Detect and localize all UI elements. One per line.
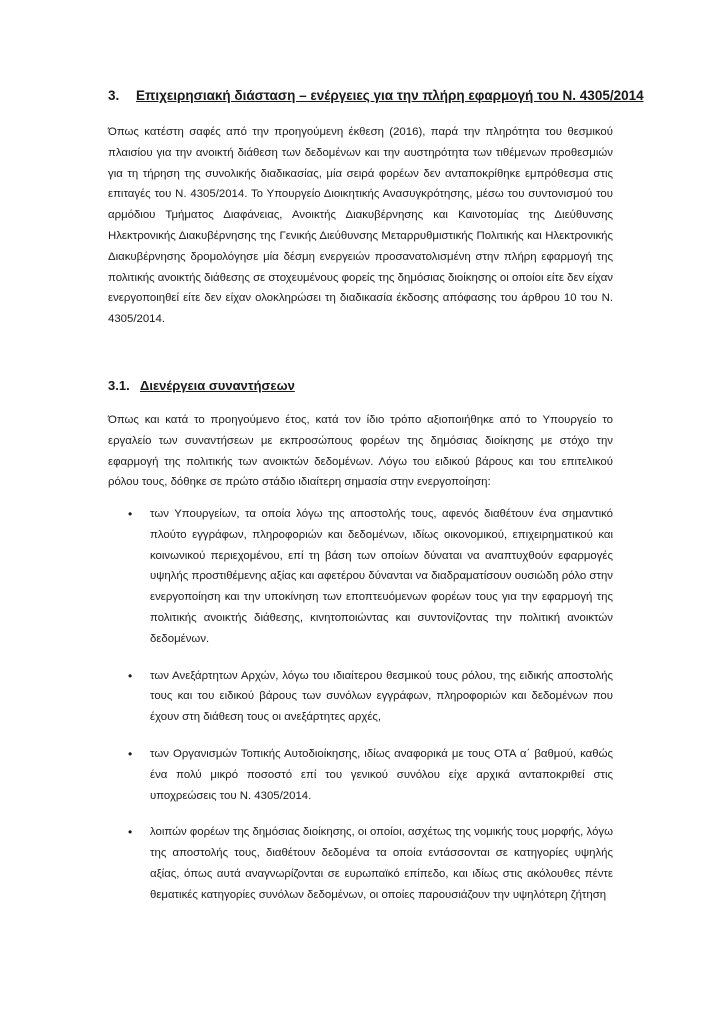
- section-title: Επιχειρησιακή διάσταση – ενέργειες για την πλήρη εφαρμογή του Ν. 4305/2014: [136, 88, 644, 103]
- list-item: [108, 666, 613, 728]
- bullet-icon: •: [128, 668, 133, 683]
- section-paragraph: Όπως κατέστη σαφές από την προηγούμενη έκθεση (2016), παρά την πληρότητα του θεσμικού πλαισίου για την ανοικτή διάθεση των δεδομένων και την αυστηρότητα των τιθέμενων προθεσμιών για τη τήρηση της συνολικής διαδικασίας, μία σειρά φορέων δεν ανταποκρίθηκε εμπρόθεσμα στις επιταγές του Ν. 4305/2014. Το Υπουργείο Διοικητικής Ανασυγκρότησης, μέσω του συντονισμού του αρμόδιου Τμήματος Διαφάνειας, Ανοικτής Διακυβέρνησης και Καινοτομίας της Διεύθυνσης Ηλεκτρονικής Διακυβέρνησης της Γενικής Διεύθυνσης Μεταρρυθμιστικής Πολιτικής και Ηλεκτρονικής Διακυβέρνησης δρομολόγησε μία δέσμη ενεργειών προσανατολισμένη στην πλήρη εφαρμογή της πολιτικής ανοικτής διάθεσης σε στοχευμένους φορείς της δημόσιας διοίκησης οι οποίοι είτε δεν είχαν ενεργοποιηθεί είτε δεν είχαν ολοκληρώσει τη διαδικασία έκδοσης απόφασης του άρθρου 10 του Ν. 4305/2014.: [108, 126, 613, 326]
- list-item-text: των Υπουργείων, τα οποία λόγω της αποστολής τους, αφενός διαθέτουν ένα σημαντικό πλούτο εγγράφων, πληροφοριών και δεδομένων, ιδίως οικονομικού, επιχειρηματικού και κοινωνικού περιεχομένου, επί τη βάση των οποίων δύναται να αναπτυχθούν εφαρμογές υψηλής προστιθέμενης αξίας και αφετέρου δύνανται να διαδραματίσουν ουσιώδη ρόλο στην ενεργοποίηση και την υποκίνηση των εποπτευόμενων φορέων τους για την εφαρμογή της πολιτικής ανοικτής διάθεσης, κινητοποιώντας και συντονίζοντας την πολιτική ανοικτών δεδομένων.: [150, 508, 613, 645]
- bullet-icon: •: [128, 825, 133, 840]
- bullet-icon: •: [128, 507, 133, 521]
- list-item-text: λοιπών φορέων της δημόσιας διοίκησης, οι οποίοι, ασχέτως της νομικής τους μορφής, λόγω της αποστολής τους, διαθέτουν δεδομένα τα οποία εντάσσονται σε κατηγορίες υψηλής αξίας, όπως αυτά αναγνωρίζονται σε ευρωπαϊκό επίπεδο, και ιδίως στις ακόλουθες πέντε θεματικές κατηγορίες συνόλων δεδομένων, οι οποίες παρουσιάζουν την υψηλότερη ζήτηση: [150, 826, 613, 901]
- list-item-text: των Ανεξάρτητων Αρχών, λόγω του ιδιαίτερου θεσμικού τους ρόλου, της ειδικής αποστολής τους και του ειδικού βάρους των συνόλων εγγράφων, πληροφοριών και δεδομένων που έχουν στη διάθεση τους οι ανεξάρτητες αρχές,: [150, 669, 613, 724]
- list-item-text: των Οργανισμών Τοπικής Αυτοδιοίκησης, ιδίως αναφορικά με τους ΟΤΑ α΄ βαθμού, καθώς ένα πολύ μικρό ποσοστό επί του γενικού συνόλου είχε αρχικά ανταποκριθεί στις υποχρεώσεις του Ν. 4305/2014.: [150, 747, 613, 802]
- bullet-icon: •: [128, 746, 133, 761]
- subsection-title: Διενέργεια συναντήσεων: [140, 378, 295, 393]
- list-item: [108, 744, 613, 806]
- list-item: [108, 504, 613, 650]
- section-number: 3.: [108, 88, 120, 103]
- list-item: [108, 822, 613, 905]
- subsection-heading: [108, 378, 295, 393]
- subsection-number: 3.1.: [108, 378, 130, 393]
- bullet-list: [108, 504, 613, 922]
- subsection-paragraph: Όπως και κατά το προηγούμενο έτος, κατά τον ίδιο τρόπο αξιοποιήθηκε από το Υπουργείο το εργαλείο των συναντήσεων με εκπροσώπους φορέων της δημόσιας διοίκησης με στόχο την εφαρμογή της πολιτικής των ανοικτών δεδομένων. Λόγω του ειδικού βάρους και του επιτελικού ρόλου τους, δόθηκε σε πρώτο στάδιο ιδιαίτερη σημασία στην ενεργοποίηση:: [108, 414, 613, 489]
- section-heading: [108, 88, 644, 103]
